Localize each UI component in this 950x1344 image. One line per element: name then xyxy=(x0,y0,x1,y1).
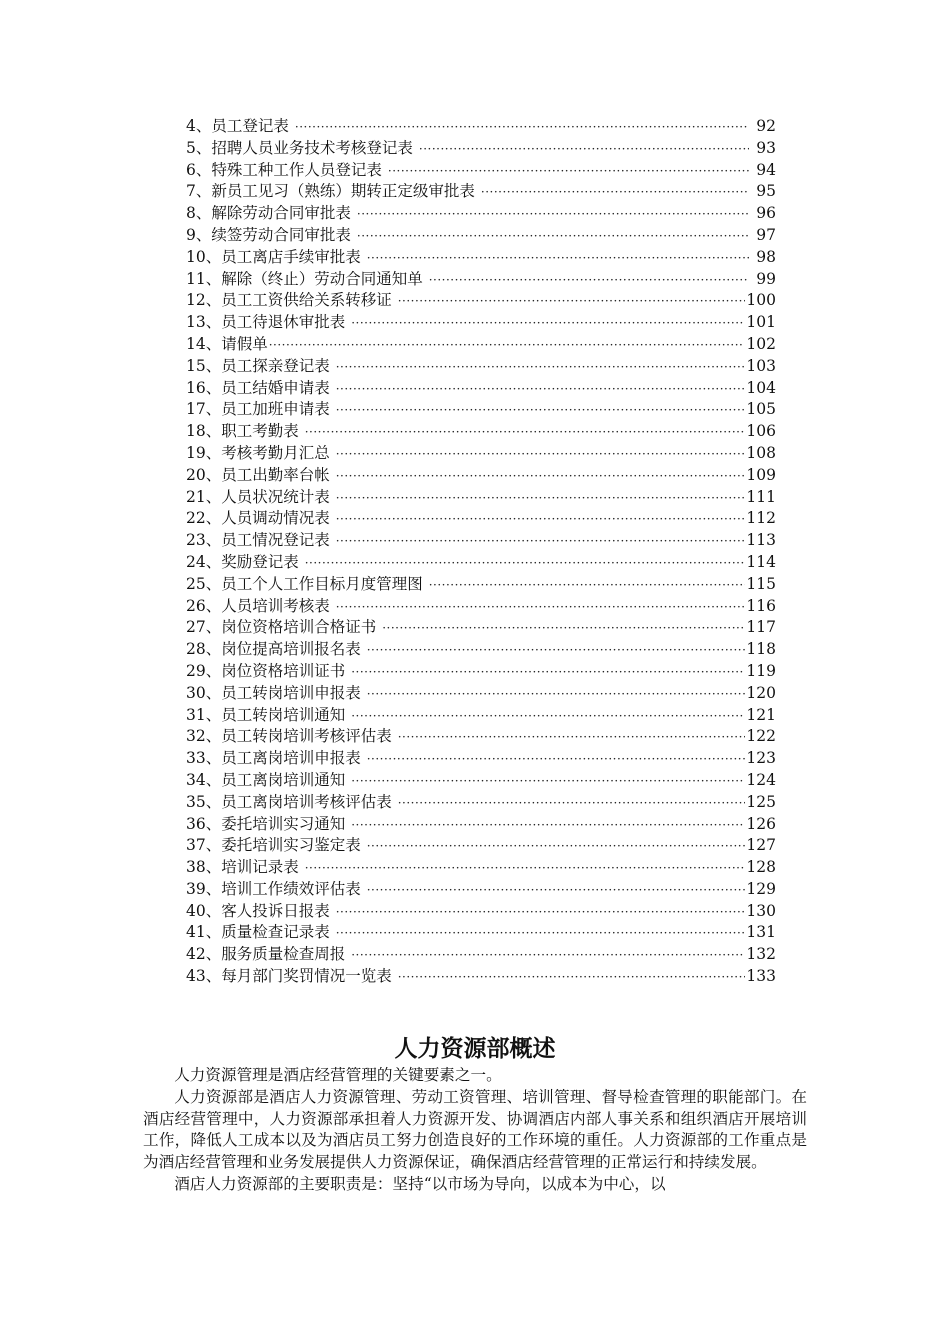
toc-entry[interactable] xyxy=(186,399,776,421)
toc-entry-label: 11、解除（终止）劳动合同通知单 xyxy=(186,269,423,288)
toc-leader-dots xyxy=(336,357,746,379)
toc-leader-dots xyxy=(351,815,745,837)
toc-entry-label: 40、客人投诉日报表 xyxy=(186,901,330,920)
toc-entry[interactable] xyxy=(186,574,776,596)
toc-leader-dots xyxy=(398,793,746,815)
toc-leader-dots xyxy=(336,531,746,553)
toc-entry[interactable] xyxy=(186,901,776,923)
toc-entry[interactable] xyxy=(186,487,776,509)
toc-entry-page: 131 xyxy=(746,923,776,942)
toc-leader-dots xyxy=(269,335,742,357)
toc-entry-label: 5、招聘人员业务技术考核登记表 xyxy=(186,138,413,157)
toc-list xyxy=(186,116,776,988)
toc-entry-page: 121 xyxy=(746,705,776,724)
toc-entry-page: 130 xyxy=(746,901,776,920)
toc-entry-label: 26、人员培训考核表 xyxy=(186,596,330,615)
toc-entry-page: 96 xyxy=(756,204,776,223)
toc-entry[interactable] xyxy=(186,944,776,966)
toc-entry[interactable] xyxy=(186,748,776,770)
toc-leader-dots xyxy=(398,291,746,313)
toc-entry[interactable] xyxy=(186,334,776,356)
toc-entry[interactable] xyxy=(186,530,776,552)
toc-entry-page: 114 xyxy=(746,552,776,571)
toc-entry-page: 126 xyxy=(746,814,776,833)
toc-entry-label: 38、培训记录表 xyxy=(186,858,299,877)
toc-entry-page: 132 xyxy=(746,945,776,964)
toc-entry-page: 125 xyxy=(746,792,776,811)
toc-entry-label: 27、岗位资格培训合格证书 xyxy=(186,618,377,637)
toc-entry[interactable] xyxy=(186,160,776,182)
toc-entry-page: 129 xyxy=(746,879,776,898)
toc-entry[interactable] xyxy=(186,835,776,857)
toc-entry-label: 7、新员工见习（熟练）期转正定级审批表 xyxy=(186,182,475,201)
toc-entry-label: 15、员工探亲登记表 xyxy=(186,356,330,375)
toc-entry-label: 25、员工个人工作目标月度管理图 xyxy=(186,574,423,593)
toc-entry-label: 20、员工出勤率台帐 xyxy=(186,465,330,484)
toc-entry[interactable] xyxy=(186,966,776,988)
toc-entry-page: 94 xyxy=(756,160,776,179)
toc-entry-page: 109 xyxy=(746,465,776,484)
toc-entry-label: 23、员工情况登记表 xyxy=(186,531,330,550)
body-paragraph: 人力资源管理是酒店经营管理的关键要素之一。 xyxy=(174,1066,502,1084)
toc-entry[interactable] xyxy=(186,269,776,291)
toc-entry[interactable] xyxy=(186,247,776,269)
toc-entry[interactable] xyxy=(186,378,776,400)
toc-leader-dots xyxy=(357,226,749,248)
toc-leader-dots xyxy=(336,902,746,924)
toc-entry-page: 99 xyxy=(756,269,776,288)
toc-leader-dots xyxy=(336,444,746,466)
toc-entry-page: 123 xyxy=(746,749,776,768)
toc-entry-label: 10、员工离店手续审批表 xyxy=(186,247,361,266)
toc-entry[interactable] xyxy=(186,792,776,814)
toc-entry-page: 120 xyxy=(746,683,776,702)
toc-leader-dots xyxy=(305,858,746,880)
toc-entry[interactable] xyxy=(186,203,776,225)
toc-entry[interactable] xyxy=(186,116,776,138)
toc-leader-dots xyxy=(398,727,746,749)
toc-entry-label: 31、员工转岗培训通知 xyxy=(186,705,346,724)
toc-leader-dots xyxy=(336,923,746,945)
toc-entry-label: 39、培训工作绩效评估表 xyxy=(186,879,361,898)
toc-entry[interactable] xyxy=(186,617,776,639)
toc-entry-page: 92 xyxy=(756,117,776,135)
toc-leader-dots xyxy=(336,509,746,531)
toc-entry-label: 34、员工离岗培训通知 xyxy=(186,770,346,789)
toc-leader-dots xyxy=(481,182,749,204)
toc-leader-dots xyxy=(367,836,746,858)
table-of-contents xyxy=(186,116,786,988)
toc-leader-dots xyxy=(351,945,745,967)
toc-entry-label: 12、员工工资供给关系转移证 xyxy=(186,291,392,310)
body-paragraph: 人力资源部是酒店人力资源管理、劳动工资管理、培训管理、督导检查管理的职能部门。在酒店经营管理中，人力资源部承担着人力资源开发、协调酒店内部人事关系和组织酒店开展培训工作，降低人工成本以及为酒店员工努力创造良好的工作环境的重任。人力资源部的工作重点是为酒店经营管理和业务发展提供人力资源保证，确保酒店经营管理的正常运行和持续发展。 xyxy=(143,1087,807,1172)
toc-entry-label: 21、人员状况统计表 xyxy=(186,487,330,506)
toc-leader-dots xyxy=(398,967,746,989)
toc-entry-page: 105 xyxy=(746,400,776,419)
toc-entry-page: 133 xyxy=(746,967,776,986)
toc-entry-page: 98 xyxy=(756,247,776,266)
toc-entry[interactable] xyxy=(186,639,776,661)
toc-entry[interactable] xyxy=(186,726,776,748)
toc-entry-page: 104 xyxy=(746,378,776,397)
toc-leader-dots xyxy=(336,597,746,619)
toc-entry-label: 33、员工离岗培训申报表 xyxy=(186,749,361,768)
toc-leader-dots xyxy=(419,139,749,161)
toc-entry-label: 14、请假单 xyxy=(186,334,268,353)
toc-entry[interactable] xyxy=(186,814,776,836)
toc-entry[interactable] xyxy=(186,421,776,443)
toc-entry-page: 119 xyxy=(746,661,776,680)
toc-leader-dots xyxy=(351,313,745,335)
toc-entry-page: 108 xyxy=(746,443,776,462)
toc-entry-page: 95 xyxy=(756,182,776,201)
toc-entry[interactable] xyxy=(186,879,776,901)
toc-entry-page: 117 xyxy=(746,618,776,637)
toc-leader-dots xyxy=(367,880,746,902)
toc-entry-label: 16、员工结婚申请表 xyxy=(186,378,330,397)
toc-leader-dots xyxy=(388,161,749,183)
toc-entry-label: 4、员工登记表 xyxy=(186,117,289,135)
toc-entry-label: 9、续签劳动合同审批表 xyxy=(186,225,351,244)
toc-entry-label: 18、职工考勤表 xyxy=(186,422,299,441)
toc-entry-page: 111 xyxy=(746,487,776,506)
toc-entry-page: 103 xyxy=(746,356,776,375)
toc-entry-label: 43、每月部门奖罚情况一览表 xyxy=(186,967,392,986)
toc-entry[interactable] xyxy=(186,138,776,160)
toc-leader-dots xyxy=(336,400,746,422)
toc-entry-label: 13、员工待退休审批表 xyxy=(186,313,346,332)
body-paragraph: 酒店人力资源部的主要职责是：坚持“以市场为导向，以成本为中心，以 xyxy=(174,1174,666,1193)
toc-entry[interactable] xyxy=(186,552,776,574)
toc-leader-dots xyxy=(295,117,749,139)
toc-entry-label: 42、服务质量检查周报 xyxy=(186,945,346,964)
toc-entry-page: 101 xyxy=(746,313,776,332)
toc-leader-dots xyxy=(367,640,746,662)
toc-leader-dots xyxy=(357,204,749,226)
toc-leader-dots xyxy=(367,248,749,270)
toc-entry-label: 28、岗位提高培训报名表 xyxy=(186,640,361,659)
toc-leader-dots xyxy=(351,662,745,684)
toc-entry-page: 102 xyxy=(746,334,776,353)
toc-entry[interactable] xyxy=(186,312,776,334)
toc-entry-page: 122 xyxy=(746,727,776,746)
toc-entry-page: 100 xyxy=(746,291,776,310)
toc-leader-dots xyxy=(336,488,746,510)
toc-leader-dots xyxy=(367,684,746,706)
toc-entry-label: 19、考核考勤月汇总 xyxy=(186,443,330,462)
toc-leader-dots xyxy=(336,379,746,401)
toc-entry-page: 115 xyxy=(746,574,776,593)
toc-entry-label: 8、解除劳动合同审批表 xyxy=(186,204,351,223)
toc-entry-label: 32、员工转岗培训考核评估表 xyxy=(186,727,392,746)
toc-entry-label: 36、委托培训实习通知 xyxy=(186,814,346,833)
toc-leader-dots xyxy=(305,553,746,575)
toc-entry-label: 6、特殊工种工作人员登记表 xyxy=(186,160,382,179)
toc-leader-dots xyxy=(429,575,746,597)
toc-entry-label: 22、人员调动情况表 xyxy=(186,509,330,528)
toc-leader-dots xyxy=(336,466,746,488)
toc-leader-dots xyxy=(367,749,746,771)
toc-entry-page: 116 xyxy=(746,596,776,615)
toc-entry-label: 37、委托培训实习鉴定表 xyxy=(186,836,361,855)
toc-entry-label: 35、员工离岗培训考核评估表 xyxy=(186,792,392,811)
toc-entry[interactable] xyxy=(186,857,776,879)
toc-entry[interactable] xyxy=(186,705,776,727)
section-title: 人力资源部概述 xyxy=(394,1035,556,1062)
toc-leader-dots xyxy=(429,270,749,292)
toc-entry[interactable] xyxy=(186,290,776,312)
toc-entry-page: 124 xyxy=(746,770,776,789)
toc-entry-label: 30、员工转岗培训申报表 xyxy=(186,683,361,702)
section-body xyxy=(143,1065,807,1196)
toc-entry[interactable] xyxy=(186,508,776,530)
toc-entry-page: 127 xyxy=(746,836,776,855)
toc-entry[interactable] xyxy=(186,770,776,792)
toc-entry[interactable] xyxy=(186,683,776,705)
toc-entry[interactable] xyxy=(186,596,776,618)
toc-leader-dots xyxy=(351,771,745,793)
toc-leader-dots xyxy=(305,422,746,444)
toc-entry-label: 24、奖励登记表 xyxy=(186,552,299,571)
toc-entry-label: 41、质量检查记录表 xyxy=(186,923,330,942)
toc-entry[interactable] xyxy=(186,465,776,487)
toc-entry-page: 97 xyxy=(756,225,776,244)
toc-leader-dots xyxy=(351,706,745,728)
toc-entry-page: 93 xyxy=(756,138,776,157)
toc-entry[interactable] xyxy=(186,922,776,944)
toc-entry-page: 112 xyxy=(746,509,776,528)
toc-entry-label: 29、岗位资格培训证书 xyxy=(186,661,346,680)
toc-entry[interactable] xyxy=(186,443,776,465)
toc-entry[interactable] xyxy=(186,181,776,203)
toc-entry-page: 118 xyxy=(746,640,776,659)
toc-entry[interactable] xyxy=(186,356,776,378)
toc-entry[interactable] xyxy=(186,225,776,247)
toc-entry-label: 17、员工加班申请表 xyxy=(186,400,330,419)
toc-entry-page: 106 xyxy=(746,422,776,441)
toc-entry-page: 128 xyxy=(746,858,776,877)
toc-entry-page: 113 xyxy=(746,531,776,550)
toc-entry[interactable] xyxy=(186,661,776,683)
toc-leader-dots xyxy=(382,618,745,640)
